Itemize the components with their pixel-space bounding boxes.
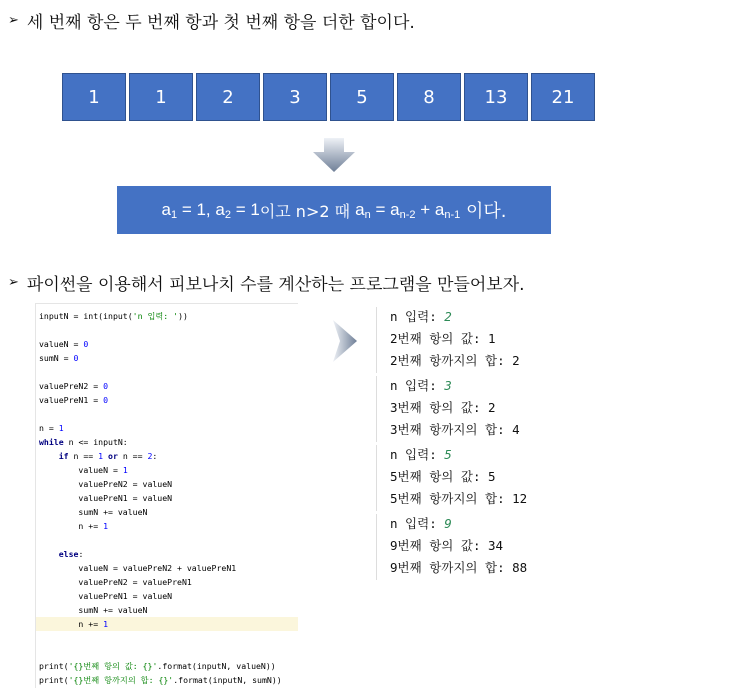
fibonacci-term-box: 21 — [531, 73, 595, 121]
code-line: n += 1 — [39, 619, 109, 629]
code-line: inputN = int(input('n 입력: ')) — [39, 311, 188, 321]
heading-python-program — [8, 270, 525, 295]
fibonacci-term-box: 8 — [397, 73, 461, 121]
heading-fibonacci-rule-text: 세 번째 항은 두 번째 항과 첫 번째 항을 더한 합이다. — [26, 13, 415, 33]
code-line: sumN += valueN — [39, 605, 148, 615]
code-line: n = 1 — [39, 423, 64, 433]
console-user-input: 2 — [444, 309, 452, 324]
console-sum-line: 5번째 항까지의 합: 12 — [390, 491, 528, 506]
console-sum-line: 3번째 항까지의 합: 4 — [390, 422, 520, 437]
console-value-line: 5번째 항의 값: 5 — [390, 469, 496, 484]
fibonacci-sequence-row — [62, 73, 598, 123]
heading-python-program-text: 파이썬을 이용해서 피보나치 수를 계산하는 프로그램을 만들어보자. — [26, 275, 525, 295]
formula-plus: + — [415, 200, 435, 219]
bullet-arrow-icon: ➢ — [8, 275, 19, 290]
code-line: print('{}번째 항까지의 합: {}'.format(inputN, sumN)) — [39, 675, 282, 685]
formula-a1: $a_1$ — [161, 199, 178, 221]
code-line: valueN = 1 — [39, 465, 128, 475]
code-line: n += 1 — [39, 521, 109, 531]
console-output-group — [376, 376, 556, 444]
fibonacci-term-box: 13 — [464, 73, 528, 121]
console-prompt: n 입력: — [390, 309, 445, 324]
code-line: valuePreN2 = 0 — [39, 381, 109, 391]
console-divider — [376, 514, 377, 580]
console-value-line: 2번째 항의 값: 1 — [390, 331, 496, 346]
heading-fibonacci-rule — [8, 8, 415, 33]
console-prompt: n 입력: — [390, 516, 445, 531]
console-user-input: 3 — [444, 378, 452, 393]
formula-eq2: = 1 — [230, 200, 260, 219]
code-line: valuePreN1 = valueN — [39, 493, 173, 503]
code-line: valuePreN1 = valueN — [39, 591, 173, 601]
formula-an1: $a_{n-1}$ — [434, 199, 461, 221]
fibonacci-term-box: 1 — [129, 73, 193, 121]
formula-eq1: = 1, — [177, 200, 216, 219]
console-output-group — [376, 445, 556, 513]
console-prompt-line — [390, 445, 452, 465]
formula-end: 이다. — [460, 201, 507, 222]
code-line: while n <= inputN: — [39, 437, 128, 447]
formula-an2: $a_{n-2}$ — [390, 199, 416, 221]
code-line: print('{}번째 항의 값: {}'.format(inputN, valueN)) — [39, 661, 276, 671]
down-arrow-icon — [313, 138, 355, 172]
code-line: valuePreN2 = valueN — [39, 479, 173, 489]
console-value-line: 9번째 항의 값: 34 — [390, 538, 504, 553]
formula-condition: 이고 n>2 때 — [259, 201, 356, 221]
console-prompt-line — [390, 307, 452, 327]
code-line: else: — [58, 549, 84, 559]
right-arrow-icon — [333, 320, 357, 362]
formula-eq3: = — [370, 200, 391, 219]
fibonacci-term-box: 5 — [330, 73, 394, 121]
fibonacci-term-box: 2 — [196, 73, 260, 121]
code-line: if n == 1 or n == 2: — [58, 451, 158, 461]
console-output-group — [376, 514, 556, 582]
console-user-input: 9 — [444, 516, 452, 531]
fibonacci-term-box: 3 — [263, 73, 327, 121]
console-user-input: 5 — [444, 447, 452, 462]
fibonacci-term-box: 1 — [62, 73, 126, 121]
console-sum-line: 2번째 항까지의 합: 2 — [390, 353, 520, 368]
console-divider — [376, 376, 377, 442]
console-prompt-line — [390, 376, 452, 396]
console-prompt: n 입력: — [390, 378, 445, 393]
formula-a2: $a_2$ — [215, 199, 231, 221]
console-divider — [376, 445, 377, 511]
console-divider — [376, 307, 377, 373]
code-line: valuePreN2 = valuePreN1 — [39, 577, 192, 587]
code-line: sumN += valueN — [39, 507, 148, 517]
formula-an: $a_n$ — [355, 199, 371, 221]
console-output-panel — [376, 303, 556, 585]
code-editor-panel — [35, 303, 298, 688]
code-line: sumN = 0 — [39, 353, 79, 363]
code-line: valueN = 0 — [39, 339, 89, 349]
console-value-line: 3번째 항의 값: 2 — [390, 400, 496, 415]
console-sum-line: 9번째 항까지의 합: 88 — [390, 560, 528, 575]
console-prompt: n 입력: — [390, 447, 445, 462]
bullet-arrow-icon: ➢ — [8, 13, 19, 28]
code-line: valuePreN1 = 0 — [39, 395, 109, 405]
fibonacci-formula-box — [117, 186, 551, 234]
console-output-group — [376, 307, 556, 375]
code-line: valueN = valuePreN2 + valuePreN1 — [39, 563, 237, 573]
console-prompt-line — [390, 514, 452, 534]
